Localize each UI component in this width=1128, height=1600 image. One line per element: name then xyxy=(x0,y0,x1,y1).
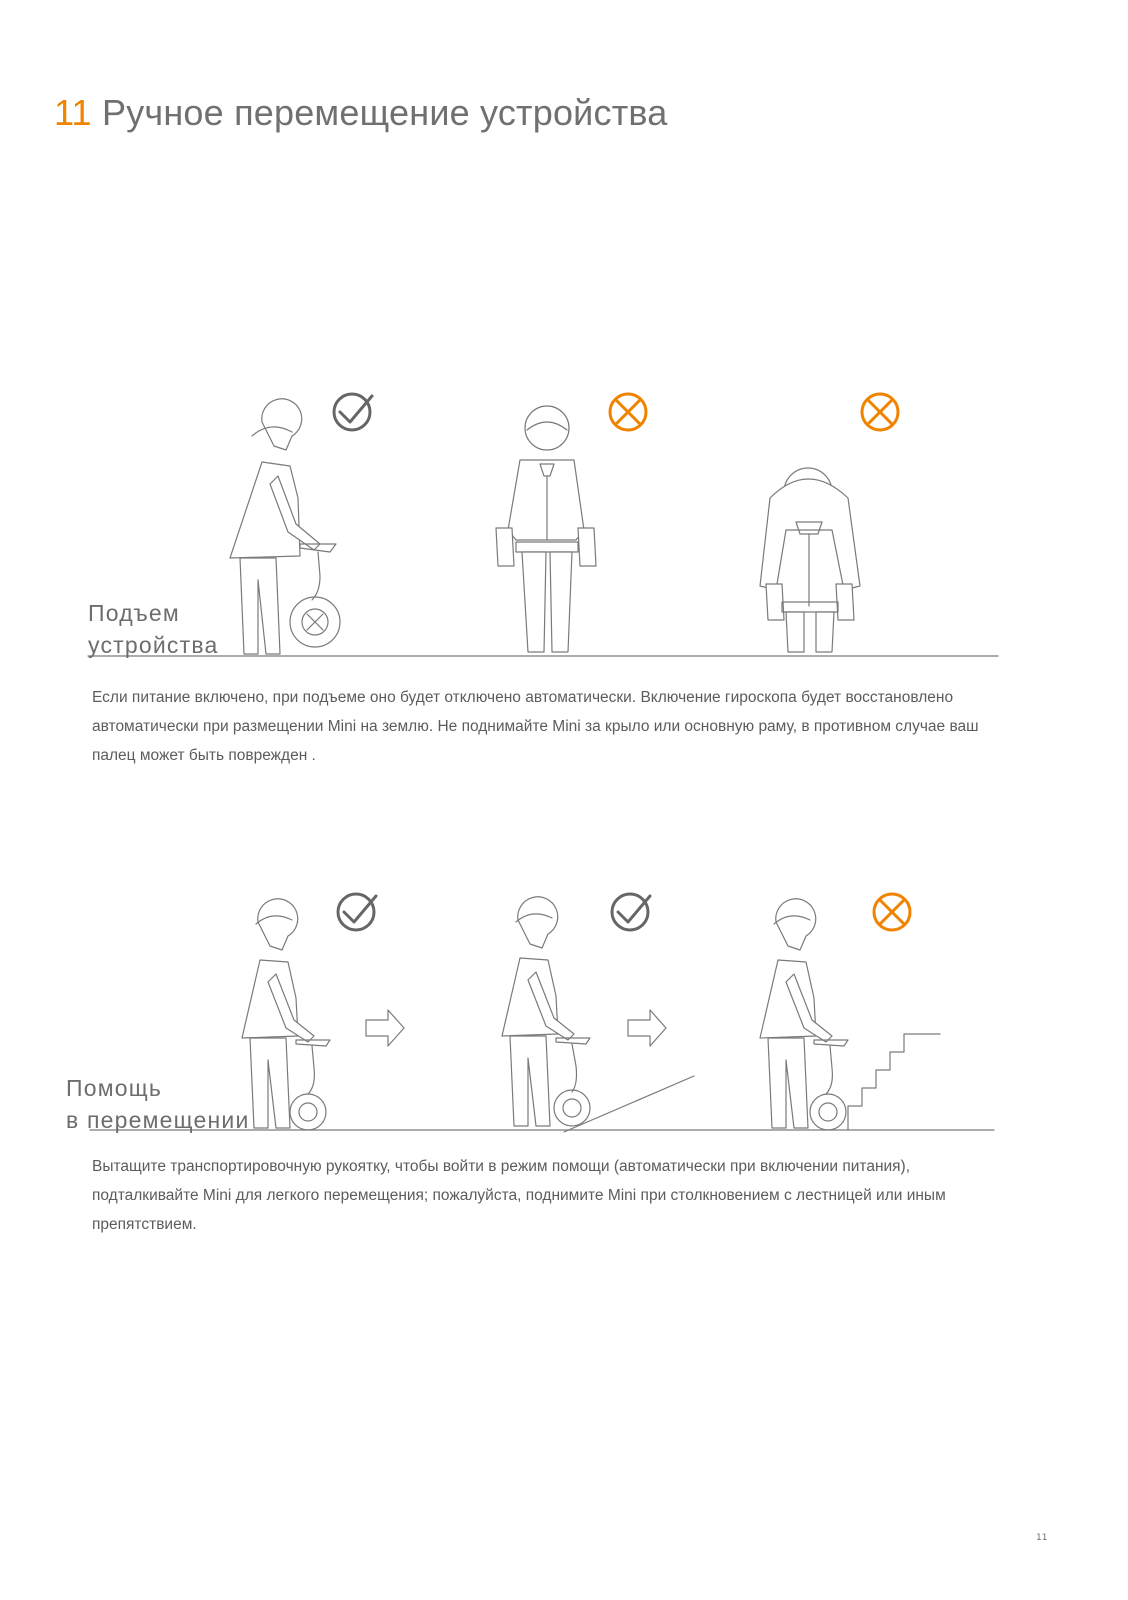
cross-icon xyxy=(862,394,898,430)
lifting-paragraph: Если питание включено, при подъеме оно будет отключено автоматически. Включение гироскопа будет восстановлено автоматически при размещении Mini на землю. Не поднимайте Mini за крыло или основную раму, в противном случае ваш палец может быть поврежден . xyxy=(92,689,979,764)
cross-icon xyxy=(610,394,646,430)
page-number: 11 xyxy=(1036,1533,1048,1543)
check-icon xyxy=(612,894,650,930)
person-pushing xyxy=(242,899,330,1130)
cross-icon xyxy=(874,894,910,930)
person-front-holding-wings xyxy=(496,406,596,652)
page-title xyxy=(54,92,668,134)
slope-line xyxy=(564,1076,694,1132)
person-bent-holding-frame xyxy=(760,468,860,652)
section-title: Ручное перемещение устройства xyxy=(101,92,668,133)
label-line: устройства xyxy=(88,632,219,658)
arrow-right-icon xyxy=(628,1010,666,1046)
arrow-right-icon xyxy=(366,1010,404,1046)
stairs xyxy=(848,1034,940,1130)
section-label-assist xyxy=(66,1072,250,1136)
label-line: в перемещении xyxy=(66,1107,250,1133)
label-line: Помощь xyxy=(66,1075,163,1101)
person-near-stairs xyxy=(760,899,940,1130)
assist-paragraph: Вытащите транспортировочную рукоятку, чтобы войти в режим помощи (автоматически при включении питания), подталкивайте Mini для легкого перемещения; пожалуйста, поднимите Mini при столкновением с лестницей или иным препятствием. xyxy=(92,1158,946,1233)
person-side-lifting xyxy=(230,399,340,654)
check-icon xyxy=(334,394,372,430)
section-number: 11 xyxy=(54,92,92,133)
person-pushing-slope xyxy=(502,897,694,1132)
section-label-lifting xyxy=(88,597,219,661)
label-line: Подъем xyxy=(88,600,180,626)
check-icon xyxy=(338,894,376,930)
